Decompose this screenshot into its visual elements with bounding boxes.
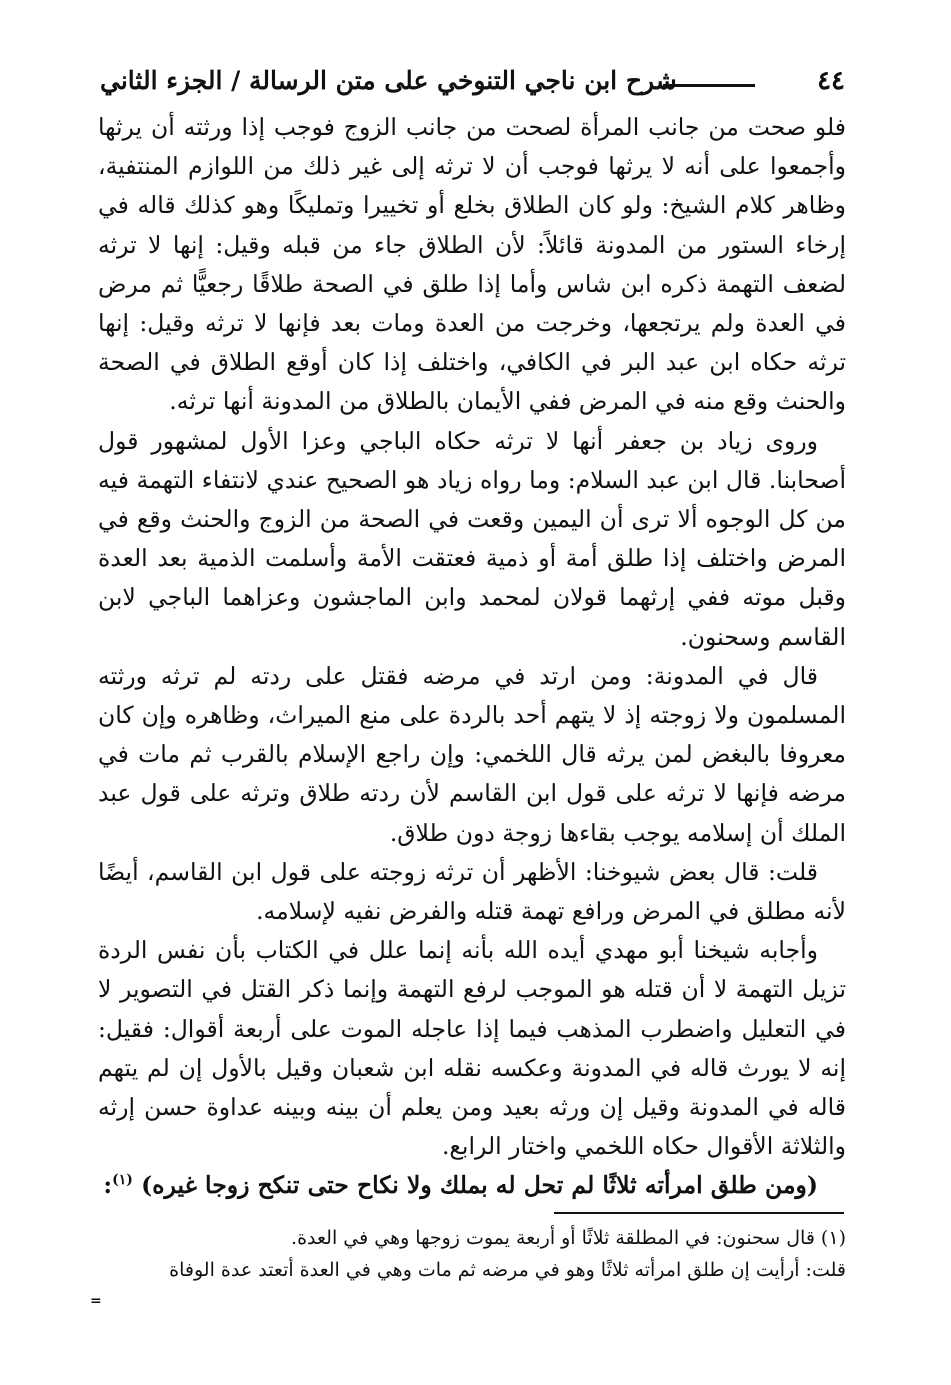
matn-quote-text: (ومن طلق امرأته ثلاثًا لم تحل له بملك ولا نكاح حتى تنكح زوجا غيره) [141, 1171, 818, 1200]
matn-quote [98, 1166, 846, 1205]
footnotes [88, 1222, 846, 1286]
footnote-marker[interactable]: (١) [112, 1172, 133, 1189]
main-text [98, 108, 846, 1206]
paragraph-5: وأجابه شيخنا أبو مهدي أيده الله بأنه إنما علل في الكتاب بأن نفس الردة تزيل التهمة لا أن قتله هو الموجب لرفع التهمة وإنما ذكر القتل في التصوير لا في التعليل واضطرب المذهب فيما إذا عاجله الموت على أربعة أقوال: فقيل: إنه لا يورث قاله في المدونة وعكسه نقله ابن شعبان وقيل بالأول إن لم يتهم قاله في المدونة وقيل إن ورثه بعيد ومن يعلم أن بينه وبينه عداوة حسن إرثه والثلاثة الأقوال حكاه اللخمي واختار الرابع. [98, 936, 846, 1161]
paragraph-4: قلت: قال بعض شيوخنا: الأظهر أن ترثه زوجته على قول ابن القاسم، أيضًا لأنه مطلق في المرض ورافع تهمة قتله والفرض نفيه لإسلامه. [98, 857, 846, 926]
matn-quote-colon: : [103, 1171, 113, 1200]
paragraph-1: فلو صحت من جانب المرأة لصحت من جانب الزوج فوجب إذا ورثته أن يرثها وأجمعوا على أنه لا يرثها فوجب أن لا ترثه إلى غير ذلك من اللوازم المنتفية، وظاهر كلام الشيخ: ولو كان الطلاق بخلع أو تخييرا وتمليكًا وهو كذلك قاله في إرخاء الستور من المدونة قائلاً: لأن الطلاق جاء من قبله وقيل: إنها لا ترثه لضعف التهمة ذكره ابن شاس وأما إذا طلق في الصحة طلاقًا رجعيًّا ثم مرض في العدة ولم يرتجعها، وخرجت من العدة ومات بعد فإنها لا ترثه وقيل: إنها ترثه حكاه ابن عبد البر في الكافي، واختلف إذا كان أوقع الطلاق في الصحة والحنث وقع منه في المرض ففي الأيمان بالطلاق من المدونة أنها ترثه. [98, 113, 846, 416]
footnote-1: (١) قال سحنون: في المطلقة ثلاثًا أو أربعة يموت زوجها وهي في العدة. [291, 1227, 846, 1249]
page-header [100, 62, 845, 102]
continuation-mark: = [90, 1293, 102, 1309]
paragraph-2: وروى زياد بن جعفر أنها لا ترثه حكاه الباجي وعزا الأول لمشهور قول أصحابنا. قال ابن عبد السلام: وما رواه زياد هو الصحيح عندي لانتفاء التهمة فيه من كل الوجوه ألا ترى أن اليمين وقعت في الصحة من الزوج والحنث وقع في المرض واختلف إذا طلق أمة أو ذمية فعتقت الأمة وأسلمت الذمية بعد العدة وقبل موته ففي إرثهما قولان لمحمد وابن الماجشون وعزاهما الباجي لابن القاسم وسحنون. [98, 426, 846, 651]
page-number: ٤٤ [817, 66, 845, 96]
footnote-rule [554, 1212, 844, 1214]
footnote-1-continued: قلت: أرأيت إن طلق امرأته ثلاثًا وهو في مرضه ثم مات وهي في العدة أتعتد عدة الوفاة [169, 1259, 846, 1281]
running-title: شرح ابن ناجي التنوخي على متن الرسالة / الجزء الثاني [100, 66, 677, 95]
paragraph-3: قال في المدونة: ومن ارتد في مرضه فقتل على ردته لم ترثه ورثته المسلمون ولا زوجته إذ لا يتهم أحد بالردة على منع الميراث، وظاهره وإن كان معروفا بالبغض لمن يرثه قال اللخمي: وإن راجع الإسلام بالقرب ثم مات في مرضه فإنها لا ترثه على قول ابن القاسم لأن ردته طلاق وترثه على قول عبد الملك أن إسلامه يوجب بقاءها زوجة دون طلاق. [98, 661, 846, 847]
